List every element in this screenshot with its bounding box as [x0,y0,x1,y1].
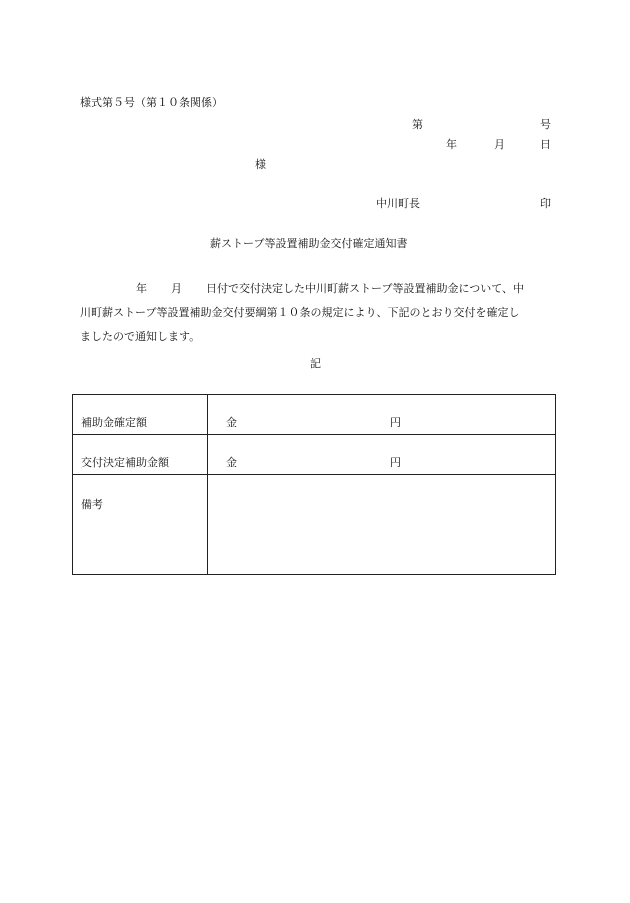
table-row [73,435,556,475]
document-number-prefix: 第 [412,118,423,131]
remarks-row [73,475,556,575]
ki-heading: 記 [310,357,321,370]
body-line-1-text: 日付で交付決定した中川町薪ストーブ等設置補助金について、中 [206,282,525,295]
row-label: 補助金確定額 [73,395,208,435]
addressee-honorific: 様 [255,158,266,171]
date-year: 年 [446,138,457,151]
body-year: 年 [136,282,147,295]
body-month: 月 [171,282,182,295]
amount-prefix: 金 [226,416,237,429]
form-number: 様式第５号（第１０条関係） [80,96,223,109]
date-month: 月 [494,138,505,151]
date-day: 日 [540,138,551,151]
body-line-2: 川町薪ストーブ等設置補助金交付要綱第１０条の規定により、下記のとおり交付を確定し [80,306,520,319]
body-line-1 [80,277,554,301]
table-row [73,395,556,435]
seal-mark: 印 [540,197,551,210]
body-paragraph [80,277,554,349]
issuer-name: 中川町長 [376,197,420,210]
amount-cell [208,435,556,475]
document-title: 薪ストーブ等設置補助金交付確定通知書 [210,237,408,250]
amount-prefix: 金 [226,456,237,469]
remarks-cell [208,475,556,575]
amount-cell [208,395,556,435]
amount-unit: 円 [390,416,401,429]
amount-unit: 円 [390,456,401,469]
row-label: 交付決定補助金額 [73,435,208,475]
details-table [72,394,556,575]
body-line-3: ましたので通知します。 [80,330,201,343]
document-number-suffix: 号 [540,118,551,131]
remarks-label: 備考 [73,475,208,575]
